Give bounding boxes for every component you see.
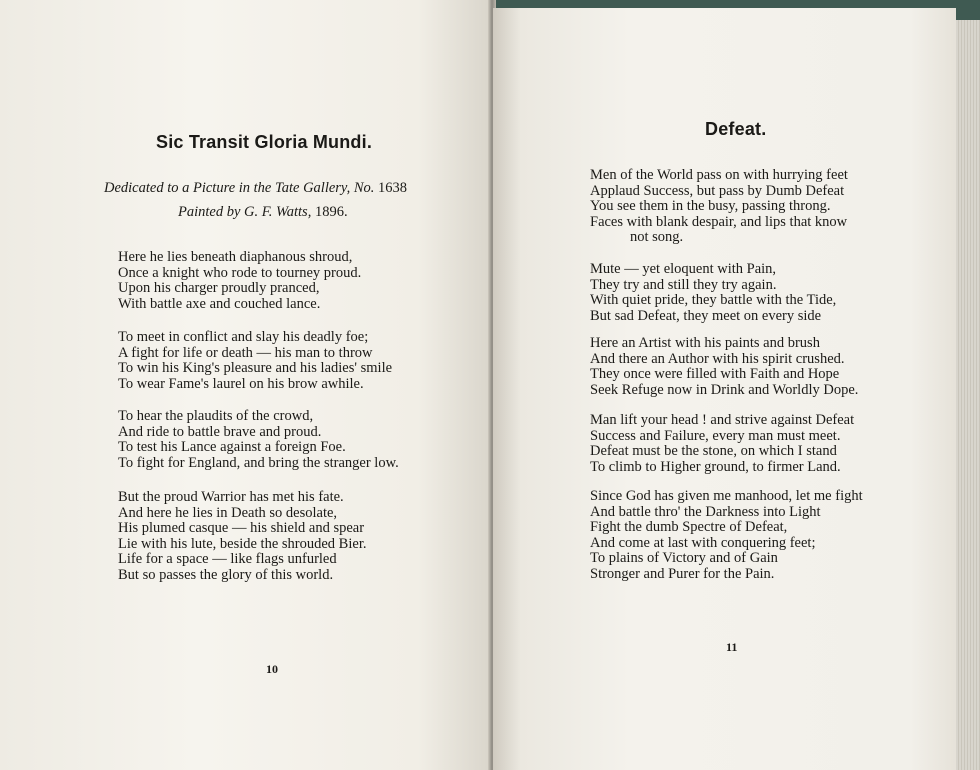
stanza-right-1 xyxy=(590,168,848,246)
verse-line: And there an Author with his spirit crushed. xyxy=(590,350,845,367)
verse-line: Stronger and Purer for the Pain. xyxy=(590,565,775,582)
verse-line: And come at last with conquering feet; xyxy=(590,534,816,551)
painter-line: Painted by G. F. Watts, 1896. xyxy=(178,204,348,220)
dedication-line: Dedicated to a Picture in the Tate Gallery, No. 1638 xyxy=(104,180,407,196)
stanza-left-3 xyxy=(118,409,399,471)
verse-line: His plumed casque — his shield and spear xyxy=(118,520,365,537)
verse-line: Life for a space — like flags unfurled xyxy=(118,551,337,568)
verse-line: Here an Artist with his paints and brush xyxy=(590,335,820,351)
verse-line: To wear Fame's laurel on his brow awhile. xyxy=(118,375,364,392)
stanza-left-4 xyxy=(118,490,366,584)
page-number-right: 11 xyxy=(726,640,738,654)
verse-line: To climb to Higher ground, to firmer Land. xyxy=(590,458,841,475)
verse-line: Once a knight who rode to tourney proud. xyxy=(118,264,362,281)
verse-line: They once were filled with Faith and Hope xyxy=(590,366,840,383)
verse-line: And here he lies in Death so desolate, xyxy=(118,504,338,521)
verse-line: Fight the dumb Spectre of Defeat, xyxy=(590,519,788,536)
verse-line: To fight for England, and bring the stranger low. xyxy=(118,454,399,471)
verse-line: But the proud Warrior has met his fate. xyxy=(118,489,344,505)
verse-line: To plains of Victory and of Gain xyxy=(590,550,778,567)
verse-line: To test his Lance against a foreign Foe. xyxy=(118,439,346,456)
verse-line: To meet in conflict and slay his deadly foe; xyxy=(118,329,369,345)
stanza-right-3 xyxy=(590,336,858,398)
verse-line: Here he lies beneath diaphanous shroud, xyxy=(118,249,353,265)
verse-line: But so passes the glory of this world. xyxy=(118,566,334,583)
verse-line: A fight for life or death — his man to throw xyxy=(118,344,373,361)
verse-line: To hear the plaudits of the crowd, xyxy=(118,408,314,424)
verse-line: Lie with his lute, beside the shrouded Bier. xyxy=(118,535,367,552)
verse-line: You see them in the busy, passing throng. xyxy=(590,198,831,215)
verse-line: With battle axe and couched lance. xyxy=(118,295,321,312)
right-page xyxy=(493,8,956,770)
verse-line: To win his King's pleasure and his ladies' smile xyxy=(118,360,393,377)
stanza-left-2 xyxy=(118,330,392,392)
verse-line: Seek Refuge now in Drink and Worldly Dope. xyxy=(590,381,859,398)
verse-line: Defeat must be the stone, on which I stand xyxy=(590,443,837,460)
verse-line: Upon his charger proudly pranced, xyxy=(118,280,320,297)
verse-line: But sad Defeat, they meet on every side xyxy=(590,307,822,324)
page-block-edge xyxy=(956,20,980,770)
verse-line: And ride to battle brave and proud. xyxy=(118,423,322,440)
stanza-right-2 xyxy=(590,262,836,324)
verse-line: not song. xyxy=(630,229,684,246)
verse-line: With quiet pride, they battle with the Tide, xyxy=(590,292,837,309)
verse-line: Since God has given me manhood, let me fight xyxy=(590,488,863,504)
page-number-left: 10 xyxy=(266,662,278,676)
verse-line: And battle thro' the Darkness into Light xyxy=(590,503,821,520)
verse-line: Success and Failure, every man must meet. xyxy=(590,427,841,444)
stanza-right-5 xyxy=(590,489,863,583)
verse-line: Mute — yet eloquent with Pain, xyxy=(590,261,777,277)
verse-line: Faces with blank despair, and lips that know xyxy=(590,213,848,230)
verse-line: They try and still they try again. xyxy=(590,276,777,293)
poem-title-left: Sic Transit Gloria Mundi. xyxy=(156,132,373,152)
verse-line: Man lift your head ! and strive against Defeat xyxy=(590,412,855,428)
verse-line: Men of the World pass on with hurrying feet xyxy=(590,167,848,183)
stanza-left-1 xyxy=(118,250,361,312)
stanza-right-4 xyxy=(590,413,854,475)
poem-title-right: Defeat. xyxy=(705,119,767,139)
verse-line: Applaud Success, but pass by Dumb Defeat xyxy=(590,182,845,199)
